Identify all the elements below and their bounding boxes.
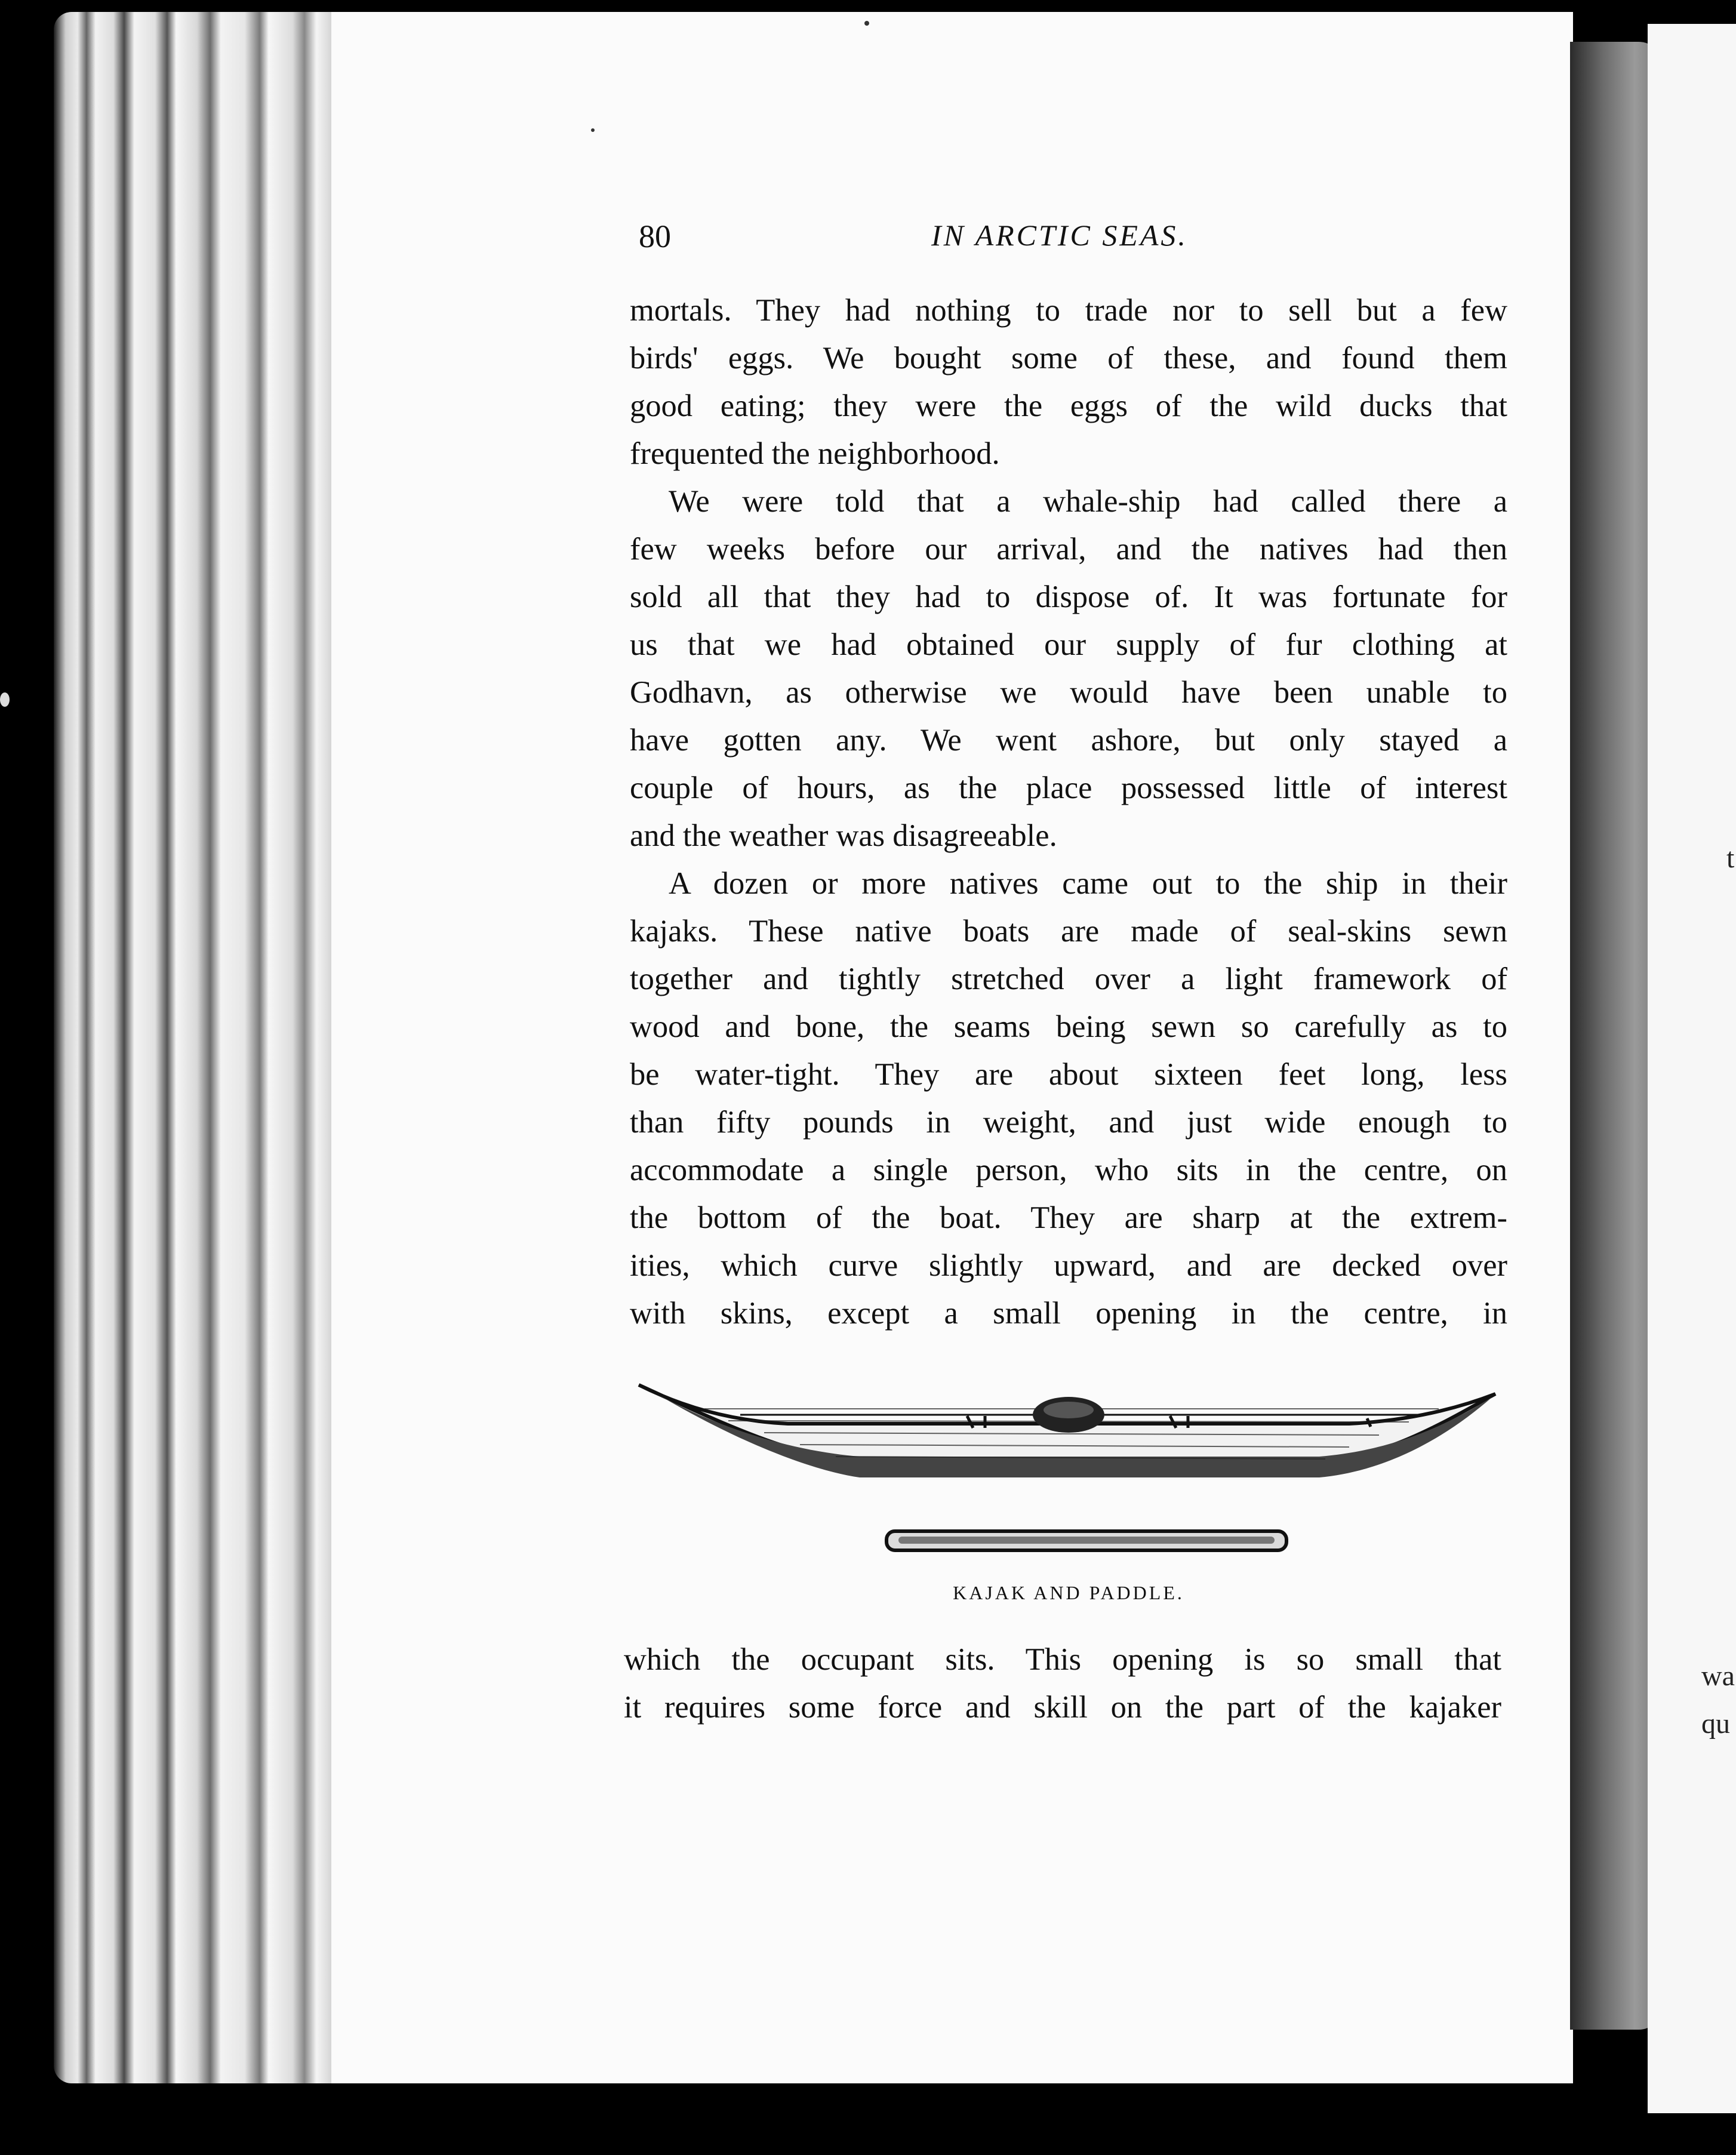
text-line: couple of hours, as the place possessed little of interest bbox=[630, 771, 1507, 805]
text-line: Godhavn, as otherwise we would have been unable to bbox=[630, 675, 1507, 710]
paddle bbox=[887, 1531, 1286, 1550]
page-edge-stack bbox=[54, 12, 334, 2083]
print-speck bbox=[864, 21, 869, 26]
text-line: us that we had obtained our supply of fur clothing at bbox=[630, 627, 1507, 662]
text-line: kajaks. These native boats are made of seal-skins sewn bbox=[630, 914, 1507, 949]
text-line: birds' eggs. We bought some of these, and found them bbox=[630, 341, 1507, 375]
text-line: with skins, except a small opening in the centre, in bbox=[630, 1296, 1507, 1331]
print-speck bbox=[591, 128, 595, 132]
text-line: be water-tight. They are about sixteen feet long, less bbox=[630, 1057, 1507, 1092]
text-line: the bottom of the boat. They are sharp at the extrem- bbox=[630, 1200, 1507, 1235]
figure-caption: KAJAK AND PADDLE. bbox=[953, 1582, 1184, 1603]
text-line: and the weather was disagreeable. bbox=[630, 818, 1057, 853]
text-line: it requires some force and skill on the part of the kajaker bbox=[624, 1690, 1501, 1725]
kajak-illustration bbox=[633, 1373, 1504, 1588]
text-line: A dozen or more natives came out to the ship in their bbox=[669, 866, 1507, 901]
text-line: few weeks before our arrival, and the natives had then bbox=[630, 532, 1507, 567]
text-line: good eating; they were the eggs of the wild ducks that bbox=[630, 389, 1507, 423]
text-line: We were told that a whale-ship had called there a bbox=[669, 484, 1507, 519]
facing-fragment: t bbox=[1726, 842, 1735, 874]
page-header bbox=[639, 218, 1504, 260]
text-line: together and tightly stretched over a light framework of bbox=[630, 962, 1507, 996]
scan-artifact bbox=[0, 692, 10, 707]
text-line: frequented the neighborhood. bbox=[630, 436, 1000, 471]
text-line: wood and bone, the seams being sewn so carefully as to bbox=[630, 1009, 1507, 1044]
facing-fragment: wa bbox=[1701, 1660, 1735, 1692]
facing-fragment: qu bbox=[1701, 1708, 1730, 1740]
text-line: than fifty pounds in weight, and just wide enough to bbox=[630, 1105, 1507, 1140]
text-line: ities, which curve slightly upward, and are decked over bbox=[630, 1248, 1507, 1283]
text-line: mortals. They had nothing to trade nor to sell but a few bbox=[630, 293, 1507, 328]
running-head: IN ARCTIC SEAS. bbox=[931, 218, 1188, 252]
text-line: which the occupant sits. This opening is so small that bbox=[624, 1642, 1501, 1677]
page-number: 80 bbox=[639, 218, 671, 254]
facing-page bbox=[1648, 24, 1736, 2113]
text-line: sold all that they had to dispose of. It was fortunate for bbox=[630, 580, 1507, 614]
text-line: have gotten any. We went ashore, but only stayed a bbox=[630, 723, 1507, 758]
text-line: accommodate a single person, who sits in the centre, on bbox=[630, 1153, 1507, 1187]
